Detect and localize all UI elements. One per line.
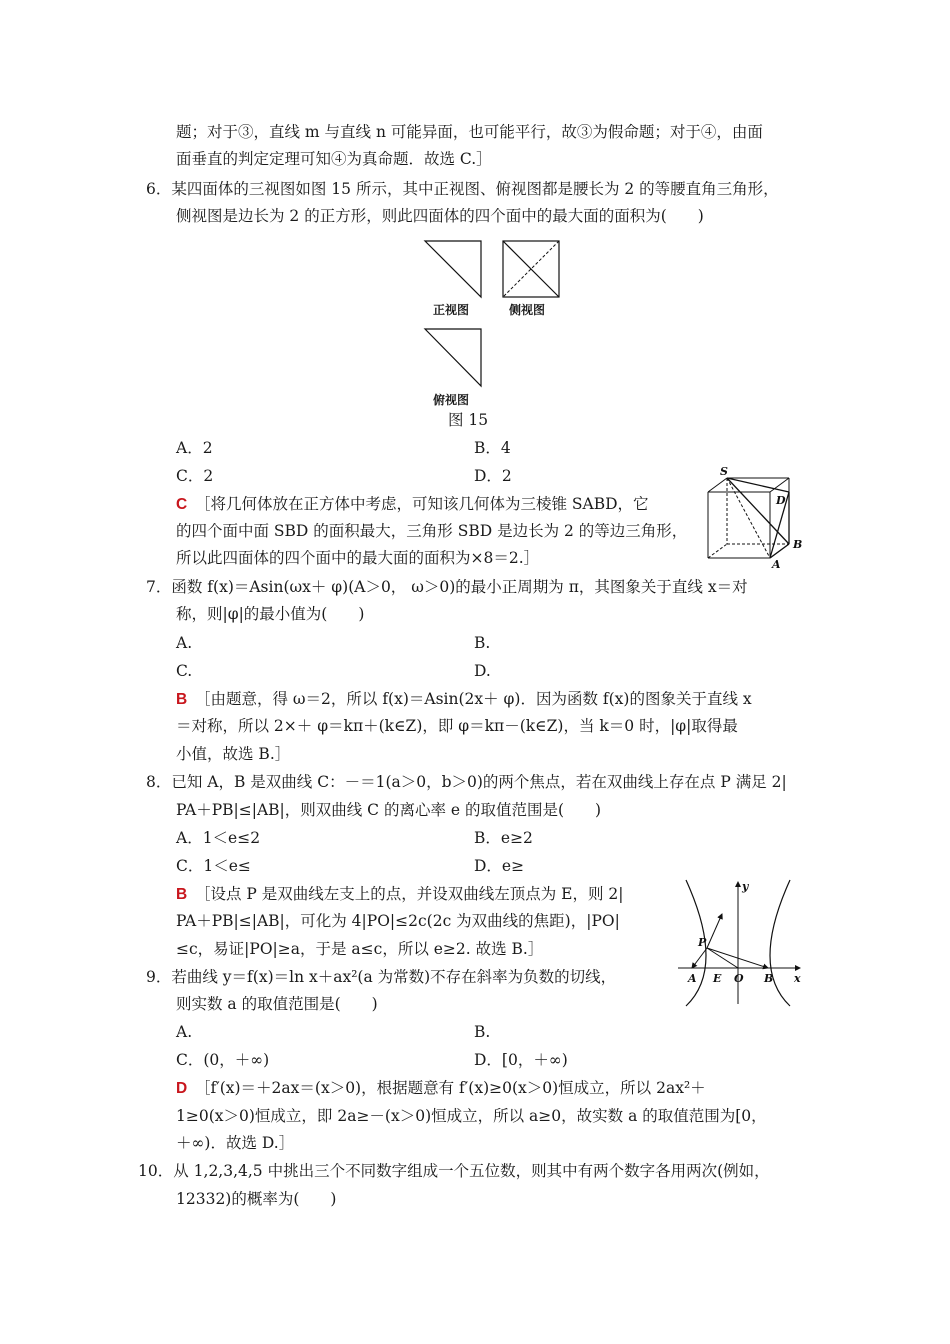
question-6-stem: 6．某四面体的三视图如图 15 所示，其中正视图、俯视图都是腰长为 2 的等腰直角三角形， — [146, 180, 779, 198]
option-b: B．e≥2 — [474, 829, 533, 847]
front-view-label: 正视图 — [433, 303, 470, 317]
hyperbola-label-p: P — [698, 936, 707, 949]
solution-line — [176, 1078, 706, 1099]
answer-letter: D — [176, 1080, 188, 1097]
option-d: D．2 — [474, 467, 512, 485]
solution-line: 小值，故选 B.］ — [176, 745, 291, 763]
cube-label-d: D — [776, 494, 786, 507]
option-c: C．1＜e≤ — [176, 857, 251, 875]
cube-label-s: S — [720, 465, 728, 478]
option-a: A. — [176, 634, 193, 652]
cube-label-a: A — [772, 558, 781, 571]
option-d: D．e≥ — [474, 857, 525, 875]
solution-line: PA＋PB|≤|AB|，可化为 4|PO|≤2c(2c 为双曲线的焦距)，|PO| — [176, 912, 620, 930]
solution-text: ［将几何体放在正方体中考虑，可知该几何体为三棱锥 SABD，它 — [202, 495, 649, 513]
option-c: C．2 — [176, 467, 214, 485]
hyperbola-label-a: A — [688, 972, 697, 985]
solution-text: ［f′(x)＝＋2ax＝(x＞0)，根据题意有 f′(x)≥0(x＞0)恒成立，所以 2ax²＋ — [202, 1079, 706, 1097]
hyperbola-label-o: O — [734, 972, 744, 985]
solution-line — [176, 884, 624, 905]
front-view-figure — [424, 240, 484, 300]
top-view-label: 俯视图 — [433, 393, 470, 407]
question-7-stem: 7．函数 f(x)＝Asin(ωx＋ φ)(A＞0， ω＞0)的最小正周期为 π，其图象关于直线 x＝对 — [146, 578, 748, 596]
solution-line: ＝对称，所以 2×＋ φ＝kπ＋(k∈Z)，即 φ＝kπ－(k∈Z)，当 k＝0 时，|φ|取得最 — [176, 717, 738, 735]
figure-caption: 图 15 — [448, 411, 489, 429]
hyperbola-label-x: x — [794, 972, 801, 985]
text-line: 12332)的概率为( ) — [176, 1190, 337, 1208]
solution-line — [176, 689, 752, 710]
solution-line: 的四个面中面 SBD 的面积最大，三角形 SBD 是边长为 2 的等边三角形， — [176, 522, 688, 540]
option-b: B．4 — [474, 439, 511, 457]
text-line: 称，则|φ|的最小值为( ) — [176, 605, 365, 623]
option-a: A．2 — [176, 439, 213, 457]
cube-label-b: B — [793, 538, 803, 551]
solution-line: 1≥0(x＞0)恒成立，即 2a≥－(x＞0)恒成立，所以 a≥0，故实数 a 的取值范围为[0， — [176, 1107, 767, 1125]
answer-letter: C — [176, 496, 188, 513]
solution-line — [176, 494, 649, 515]
question-9-stem: 9．若曲线 y＝f(x)＝ln x＋ax²(a 为常数)不存在斜率为负数的切线， — [146, 968, 617, 986]
option-a: A. — [176, 1023, 193, 1041]
option-b: B. — [474, 634, 491, 652]
text-line: 侧视图是边长为 2 的正方形，则此四面体的四个面中的最大面的面积为( ) — [176, 207, 704, 225]
cube-figure — [700, 465, 810, 571]
solution-line: ＋∞)．故选 D.］ — [176, 1134, 295, 1152]
option-d: D．[0，＋∞) — [474, 1051, 568, 1069]
option-b: B. — [474, 1023, 491, 1041]
answer-letter: B — [176, 886, 188, 903]
option-d: D. — [474, 662, 491, 680]
option-a: A．1＜e≤2 — [176, 829, 261, 847]
text-line: 面垂直的判定定理可知④为真命题．故选 C.］ — [176, 150, 492, 168]
hyperbola-label-y: y — [742, 880, 749, 893]
answer-letter: B — [176, 691, 188, 708]
top-view-figure — [424, 328, 484, 390]
side-view-label: 侧视图 — [509, 303, 546, 317]
text-line: 则实数 a 的取值范围是( ) — [176, 995, 378, 1013]
solution-text: ［由题意，得 ω＝2，所以 f(x)＝Asin(2x＋ φ)．因为函数 f(x)的图象关于直线 x — [202, 690, 752, 708]
solution-line: ≤c，易证|PO|≥a，于是 a≤c，所以 e≥2. 故选 B.］ — [176, 940, 544, 958]
solution-line: 所以此四面体的四个面中的最大面的面积为×8＝2.］ — [176, 549, 540, 567]
hyperbola-label-e: E — [713, 972, 722, 985]
side-view-figure — [502, 240, 562, 300]
text-line: 题；对于③，直线 m 与直线 n 可能异面，也可能平行，故③为假命题；对于④，由面 — [176, 123, 763, 141]
hyperbola-label-b: B — [764, 972, 774, 985]
option-c: C. — [176, 662, 193, 680]
option-c: C．(0，＋∞) — [176, 1051, 270, 1069]
text-line: PA＋PB|≤|AB|，则双曲线 C 的离心率 e 的取值范围是( ) — [176, 801, 602, 819]
question-8-stem: 8．已知 A，B 是双曲线 C：－＝1(a＞0，b＞0)的两个焦点，若在双曲线上存在点 P 满足 2| — [146, 773, 787, 791]
question-10-stem: 10．从 1,2,3,4,5 中挑出三个不同数字组成一个五位数，则其中有两个数字各用两次(例如， — [138, 1162, 770, 1180]
hyperbola-figure — [672, 876, 812, 1008]
solution-text: ［设点 P 是双曲线左支上的点，并设双曲线左顶点为 E，则 2| — [202, 885, 624, 903]
